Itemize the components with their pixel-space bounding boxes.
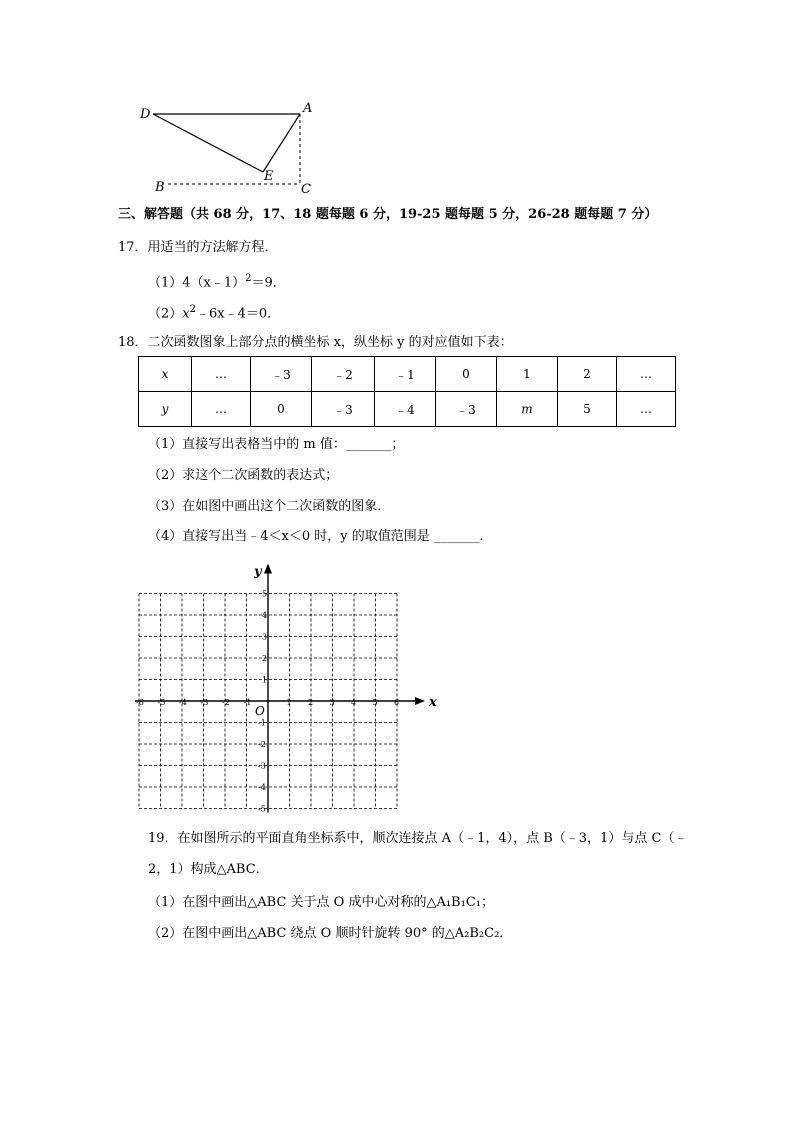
table-cell: ﹣3 [251, 357, 312, 392]
table-cell: … [192, 392, 251, 427]
table-cell: ﹣4 [375, 392, 436, 427]
table-cell: ﹣3 [436, 392, 497, 427]
y-tick-label: 2 [262, 654, 268, 663]
triangle-figure [130, 98, 330, 198]
y-tick-label: 4 [262, 611, 268, 620]
table-cell: 0 [436, 357, 497, 392]
q18-sub3: （3）在如图中画出这个二次函数的图象． [148, 499, 391, 514]
q17-part2 [148, 301, 280, 323]
x-axis-label: x [429, 695, 437, 710]
x-tick-label: -2 [222, 698, 230, 707]
q18-value-table [138, 356, 676, 427]
q19-line2: 2，1）构成△ABC． [148, 862, 269, 877]
table-cell: y [139, 392, 192, 427]
y-tick-label: 1 [262, 675, 268, 685]
table-cell: … [617, 392, 676, 427]
y-axis-arrow-icon [264, 564, 272, 574]
y-axis-label: y [254, 564, 262, 580]
table-cell: 5 [558, 392, 617, 427]
x-tick-label: 5 [372, 698, 378, 707]
x-tick-label: 4 [351, 698, 357, 707]
y-tick-label: -2 [258, 740, 266, 749]
y-tick-label: -5 [258, 804, 266, 813]
q18-sub1: （1）直接写出表格当中的 m 值：_______； [148, 437, 405, 452]
table-cell: m [497, 392, 558, 427]
q17-p2-exp: 2 [189, 304, 196, 315]
q19-line1: 19．在如图所示的平面直角坐标系中，顺次连接点 A（﹣1，4），点 B（﹣3，1）与点 C（﹣ [148, 831, 688, 846]
y-tick-label: 3 [262, 632, 268, 642]
table-cell: … [192, 357, 251, 392]
q19-sub2: （2）在图中画出△ABC 绕点 O 顺时针旋转 90° 的△A₂B₂C₂． [148, 926, 513, 941]
table-cell: ﹣2 [312, 357, 375, 392]
table-cell: 2 [558, 357, 617, 392]
q17-p1-exp: 2 [245, 273, 252, 284]
coordinate-grid [135, 558, 440, 813]
x-tick-label: 1 [286, 698, 292, 707]
label-A: A [303, 101, 313, 116]
x-tick-label: 3 [329, 698, 335, 707]
q18-stem: 18．二次函数图象上部分点的横坐标 x，纵坐标 y 的对应值如下表： [118, 335, 513, 350]
origin-label: O [255, 704, 265, 718]
q17-p1-suffix: ＝9． [251, 275, 286, 291]
table-cell: ﹣3 [312, 392, 375, 427]
q17-p1-prefix: （1）4（x﹣1） [148, 275, 246, 291]
q18-sub4: （4）直接写出当﹣4＜x＜0 时，y 的取值范围是 _______． [148, 529, 493, 544]
y-tick-label: 5 [262, 589, 268, 599]
x-tick-label: -4 [179, 698, 187, 707]
q18-sub2: （2）求这个二次函数的表达式； [148, 468, 339, 483]
label-B: B [155, 180, 165, 195]
table-cell: 0 [251, 392, 312, 427]
x-tick-label: -6 [136, 698, 144, 707]
x-tick-label: 2 [308, 698, 314, 707]
y-tick-label: -4 [258, 783, 266, 792]
q17-p2-suffix: ﹣6x﹣4＝0． [196, 306, 281, 322]
label-D: D [140, 107, 151, 122]
x-axis-arrow-icon [415, 697, 425, 705]
table-row-x [139, 357, 676, 392]
x-tick-label: 6 [394, 698, 400, 707]
q17-part1 [148, 270, 286, 292]
table-row-y [139, 392, 676, 427]
x-tick-label: -3 [200, 698, 209, 707]
q17-p2-prefix: （2） [148, 306, 183, 322]
table-cell: x [139, 357, 192, 392]
table-cell: ﹣1 [375, 357, 436, 392]
label-C: C [301, 182, 311, 197]
q17-stem: 17．用适当的方法解方程． [118, 240, 278, 255]
x-tick-label: -5 [157, 698, 166, 707]
label-E: E [264, 169, 274, 184]
q17-p2-x: x [182, 306, 190, 322]
x-tick-label: -1 [243, 698, 252, 707]
table-cell: … [617, 357, 676, 392]
table-cell: 1 [497, 357, 558, 392]
q19-sub1: （1）在图中画出△ABC 关于点 O 成中心对称的△A₁B₁C₁； [148, 895, 494, 910]
y-tick-label: -1 [258, 718, 266, 728]
y-tick-label: -3 [258, 761, 266, 771]
section-heading: 三、解答题（共 68 分，17、18 题每题 6 分，19-25 题每题 5 分，26-28 题每题 7 分） [118, 207, 658, 222]
